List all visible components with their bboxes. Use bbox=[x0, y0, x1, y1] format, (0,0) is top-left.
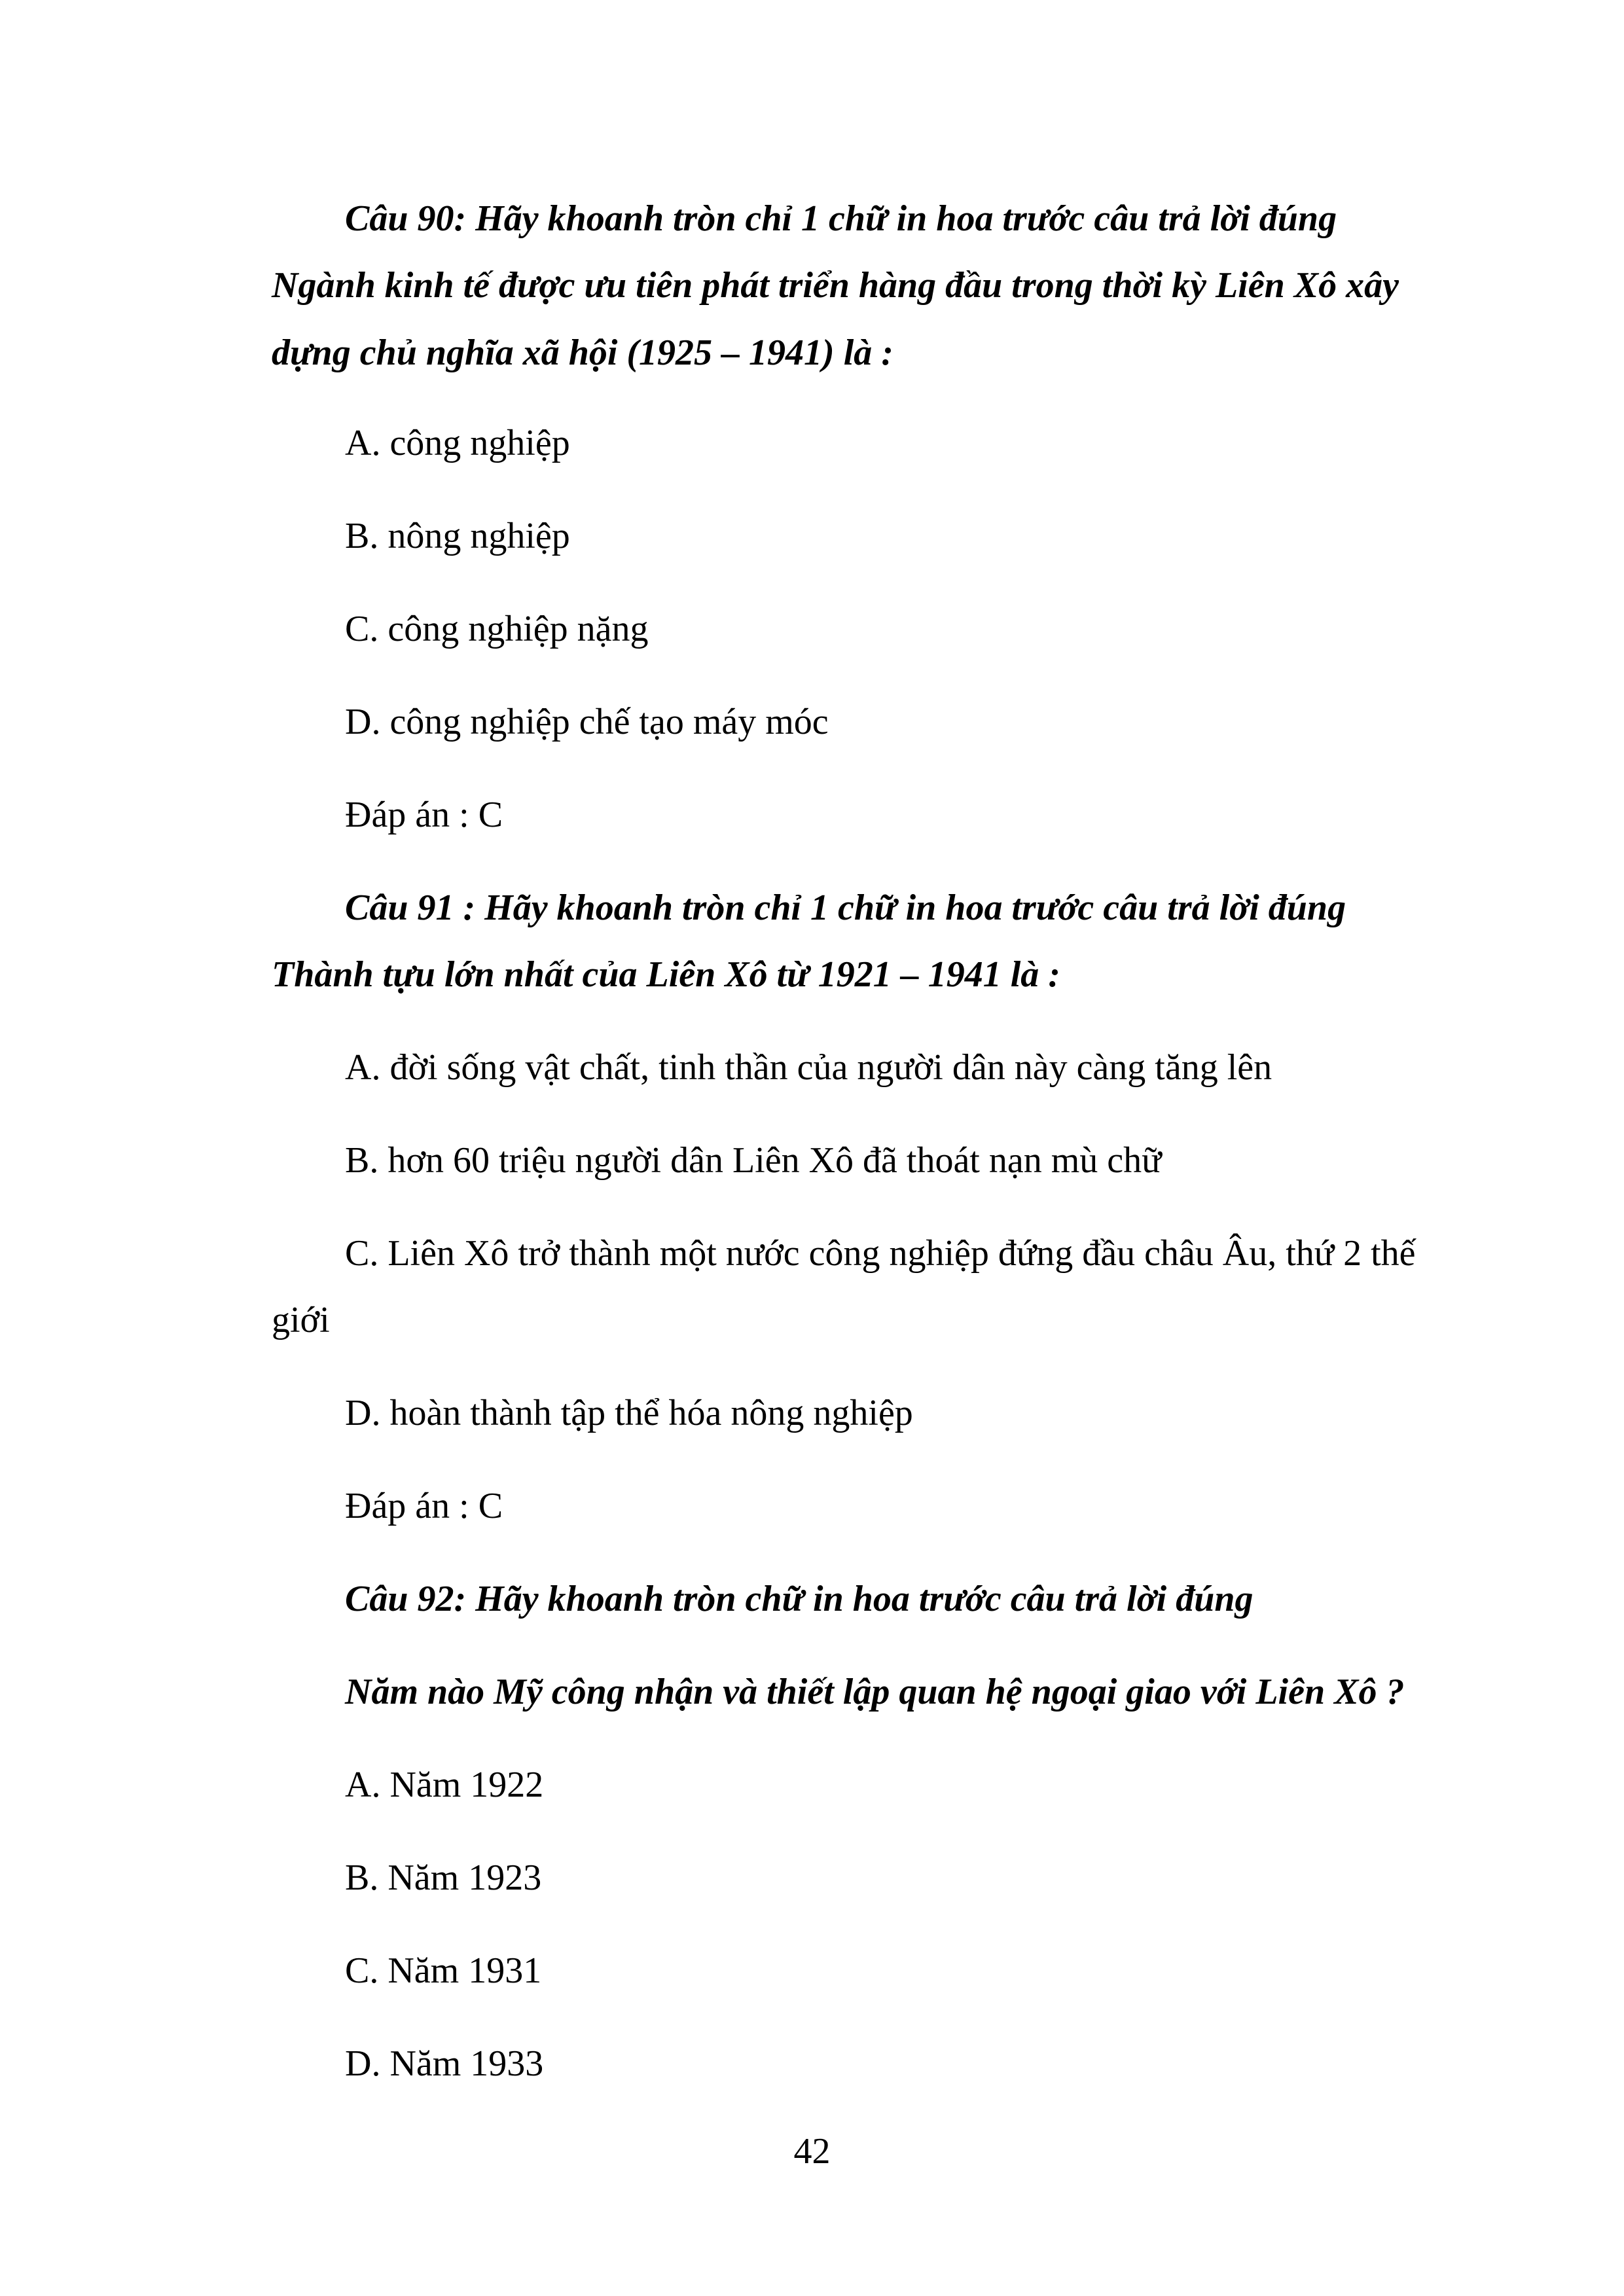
question-90-option-c: C. công nghiệp nặng bbox=[345, 609, 649, 649]
question-92-header: Câu 92: Hãy khoanh tròn chữ in hoa trước câu trả lời đúng bbox=[345, 1579, 1254, 1619]
question-91-option-d: D. hoàn thành tập thể hóa nông nghiệp bbox=[345, 1393, 913, 1433]
question-92-option-c: C. Năm 1931 bbox=[345, 1950, 542, 1991]
question-91-option-b: B. hơn 60 triệu người dân Liên Xô đã thoát nạn mù chữ bbox=[345, 1140, 1162, 1181]
question-90-option-d: D. công nghiệp chế tạo máy móc bbox=[345, 702, 829, 742]
question-91-header: Câu 91 : Hãy khoanh tròn chỉ 1 chữ in hoa trước câu trả lời đúng bbox=[345, 888, 1346, 928]
question-91-answer: Đáp án : C bbox=[345, 1486, 503, 1526]
question-92-prompt-line-1: Năm nào Mỹ công nhận và thiết lập quan hệ ngoại giao với Liên Xô ? bbox=[345, 1672, 1405, 1712]
question-90-header: Câu 90: Hãy khoanh tròn chỉ 1 chữ in hoa trước câu trả lời đúng bbox=[345, 198, 1337, 239]
question-92-option-a: A. Năm 1922 bbox=[345, 1765, 544, 1805]
question-92-option-d: D. Năm 1933 bbox=[345, 2043, 544, 2084]
question-90-option-a: A. công nghiệp bbox=[345, 423, 570, 463]
question-90-prompt-line-1: Ngành kinh tế được ưu tiên phát triển hàng đầu trong thời kỳ Liên Xô xây bbox=[272, 265, 1399, 306]
page-number: 42 bbox=[793, 2131, 831, 2172]
question-91-option-a: A. đời sống vật chất, tinh thần của người dân này càng tăng lên bbox=[345, 1047, 1272, 1088]
question-90-prompt-line-2: dựng chủ nghĩa xã hội (1925 – 1941) là : bbox=[272, 332, 893, 373]
question-91-option-c-continued: giới bbox=[272, 1300, 330, 1340]
question-91-option-c: C. Liên Xô trở thành một nước công nghiệp đứng đầu châu Âu, thứ 2 thế bbox=[345, 1233, 1416, 1274]
question-92-option-b: B. Năm 1923 bbox=[345, 1857, 542, 1898]
question-90-answer: Đáp án : C bbox=[345, 795, 503, 835]
question-91-prompt-line-1: Thành tựu lớn nhất của Liên Xô từ 1921 – 1941 là : bbox=[272, 954, 1060, 995]
question-90-option-b: B. nông nghiệp bbox=[345, 516, 570, 556]
